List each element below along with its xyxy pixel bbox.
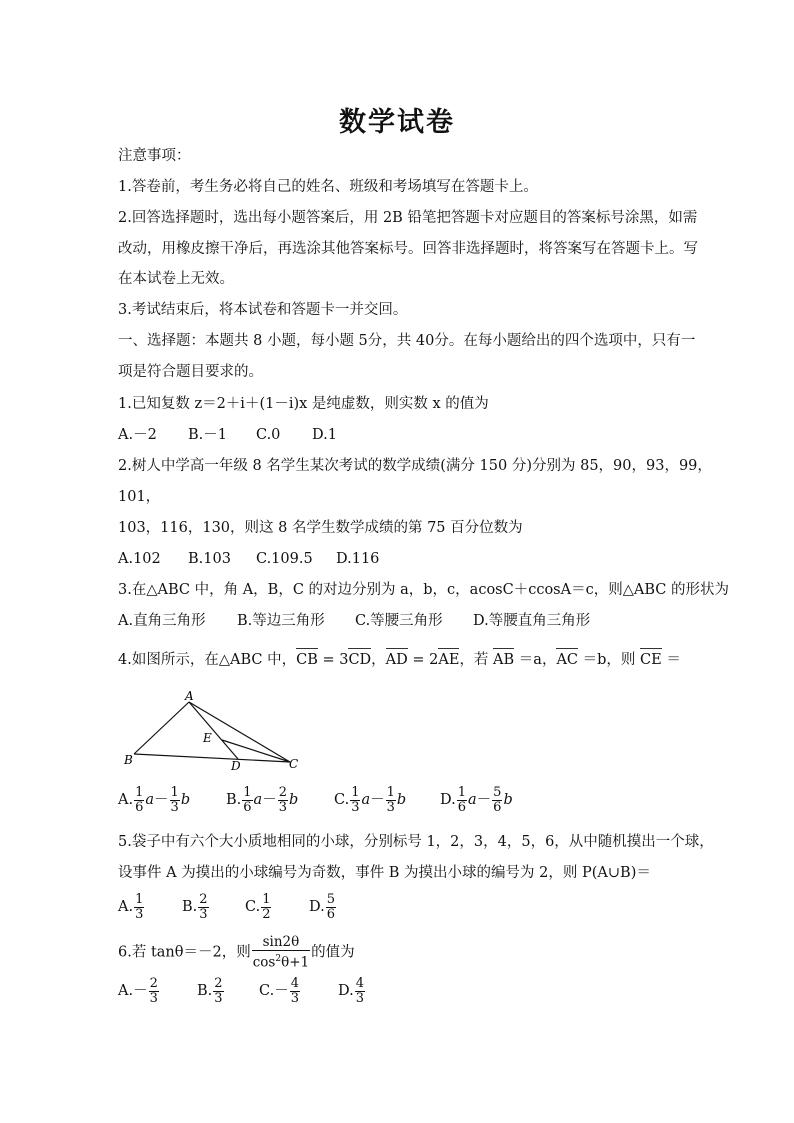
q4-eq2: = 2 xyxy=(407,652,439,668)
q2-option-d: D.116 xyxy=(336,551,380,567)
q6-prefix: 6.若 tanθ＝－2，则 xyxy=(118,944,251,961)
notice-item-1: 1.答卷前，考生务必将自己的姓名、班级和考场填写在答题卡上。 xyxy=(118,179,538,195)
q2-option-a: A.102 xyxy=(118,551,161,567)
q3-option-b: B.等边三角形 xyxy=(237,613,325,629)
q6-option-a: A.－ $\frac{2}{3}$ xyxy=(118,975,158,1006)
q2-stem-b: 101， xyxy=(118,489,161,505)
q4-option-a: A. $\frac{1}{6}$ a－ $\frac{1}{3}$ b xyxy=(118,784,191,815)
notice-item-2b: 改动，用橡皮擦干净后，再选涂其他答案标号。回答非选择题时，将答案写在答题卡上。写 xyxy=(118,241,698,257)
label-d: D xyxy=(231,759,241,770)
notice-item-2a: 2.回答选择题时，选出每小题答案后，用 2B 铅笔把答题卡对应题目的答案标号涂黑，如需 xyxy=(118,210,698,226)
q3-options xyxy=(118,611,590,631)
q3-option-c: C.等腰三角形 xyxy=(355,613,443,629)
label-b: B xyxy=(124,753,133,767)
q3-option-a: A.直角三角形 xyxy=(118,613,206,629)
q2-options xyxy=(118,549,379,569)
q4-eq4: ＝b，则 xyxy=(578,652,641,668)
q2-option-b: B.103 xyxy=(188,551,231,567)
q2-stem-a: 2.树人中学高一年级 8 名学生某次考试的数学成绩(满分 150 分)分别为 85，90，93，99， xyxy=(118,458,712,474)
q1-option-b: B.－1 xyxy=(188,427,227,443)
q4-stem xyxy=(118,650,681,670)
label-a: A xyxy=(185,689,194,703)
q5-option-a: A. $\frac{1}{3}$ xyxy=(118,891,144,922)
q4-mid: ，若 xyxy=(459,652,494,668)
q6-expression: $\frac{\sin 2\theta}{\cos^2\theta+1}$ xyxy=(252,934,310,971)
q5-option-d: D. $\frac{5}{6}$ xyxy=(309,891,335,922)
q1-stem: 1.已知复数 z＝2＋i＋(1－i)x 是纯虚数，则实数 x 的值为 xyxy=(118,396,489,412)
vector-cb: CB xyxy=(296,652,318,668)
q1-option-c: C.0 xyxy=(256,427,281,443)
q4-sep: ， xyxy=(371,652,386,668)
q5-option-b: B. $\frac{2}{3}$ xyxy=(182,891,208,922)
vector-ce: CE xyxy=(640,652,662,668)
section-1-heading: 一、选择题：本题共 8 小题，每小题 5分，共 40分。在每小题给出的四个选项中，只有一 xyxy=(118,333,696,349)
q6-option-d: D. $\frac{4}{3}$ xyxy=(338,975,364,1006)
notice-heading: 注意事项： xyxy=(118,148,191,164)
q6-option-b: B. $\frac{2}{3}$ xyxy=(197,975,223,1006)
q4-eq3: ＝a， xyxy=(514,652,557,668)
segment-bc xyxy=(134,754,290,762)
q1-options xyxy=(118,425,337,445)
q1-option-d: D.1 xyxy=(312,427,337,443)
q3-stem: 3.在△ABC 中，角 A，B，C 的对边分别为 a，b，c，acosC＋ccosA＝c，则△ABC 的形状为 xyxy=(118,582,729,598)
q2-stem-c: 103，116，130，则这 8 名学生数学成绩的第 75 百分位数为 xyxy=(118,520,523,536)
q5-options xyxy=(118,890,337,924)
triangle-figure xyxy=(118,688,308,770)
vector-ad: AD xyxy=(385,652,408,668)
segment-ad xyxy=(189,702,238,759)
q4-option-c: C. $\frac{1}{3}$ a－ $\frac{1}{3}$ b xyxy=(334,784,407,815)
q2-option-c: C.109.5 xyxy=(256,551,313,567)
notice-item-2c: 在本试卷上无效。 xyxy=(118,271,234,287)
q6-suffix: 的值为 xyxy=(311,944,355,961)
label-e: E xyxy=(203,731,212,745)
section-1-heading-cont: 项是符合题目要求的。 xyxy=(118,364,263,380)
q6-options xyxy=(118,974,366,1008)
vector-ae: AE xyxy=(438,652,460,668)
label-c: C xyxy=(289,757,299,770)
q6-stem xyxy=(118,934,355,971)
q5-stem-a: 5.袋子中有六个大小质地相同的小球，分别标号 1，2，3，4，5，6，从中随机摸出一个球， xyxy=(118,834,714,850)
q5-option-c: C. $\frac{1}{2}$ xyxy=(245,891,271,922)
vector-ac: AC xyxy=(556,652,579,668)
exam-title: 数学试卷 xyxy=(339,107,455,138)
q4-stem-prefix: 4.如图所示，在△ABC 中， xyxy=(118,652,297,668)
notice-item-3: 3.考试结束后，将本试卷和答题卡一并交回。 xyxy=(118,302,408,318)
q4-end: ＝ xyxy=(661,652,681,668)
q1-option-a: A.－2 xyxy=(118,427,157,443)
q4-option-d: D. $\frac{1}{6}$ a－ $\frac{5}{6}$ b xyxy=(440,784,513,815)
vector-cd: CD xyxy=(348,652,372,668)
q3-option-d: D.等腰直角三角形 xyxy=(473,613,591,629)
q4-eq1: = 3 xyxy=(317,652,349,668)
q4-option-b: B. $\frac{1}{6}$ a－ $\frac{2}{3}$ b xyxy=(226,784,299,815)
q5-stem-b: 设事件 A 为摸出的小球编号为奇数，事件 B 为摸出小球的编号为 2，则 P(A∪B)＝ xyxy=(118,865,651,881)
vector-ab: AB xyxy=(493,652,515,668)
segment-ab xyxy=(134,702,189,754)
q6-option-c: C.－ $\frac{4}{3}$ xyxy=(259,975,299,1006)
q4-options xyxy=(118,783,513,817)
